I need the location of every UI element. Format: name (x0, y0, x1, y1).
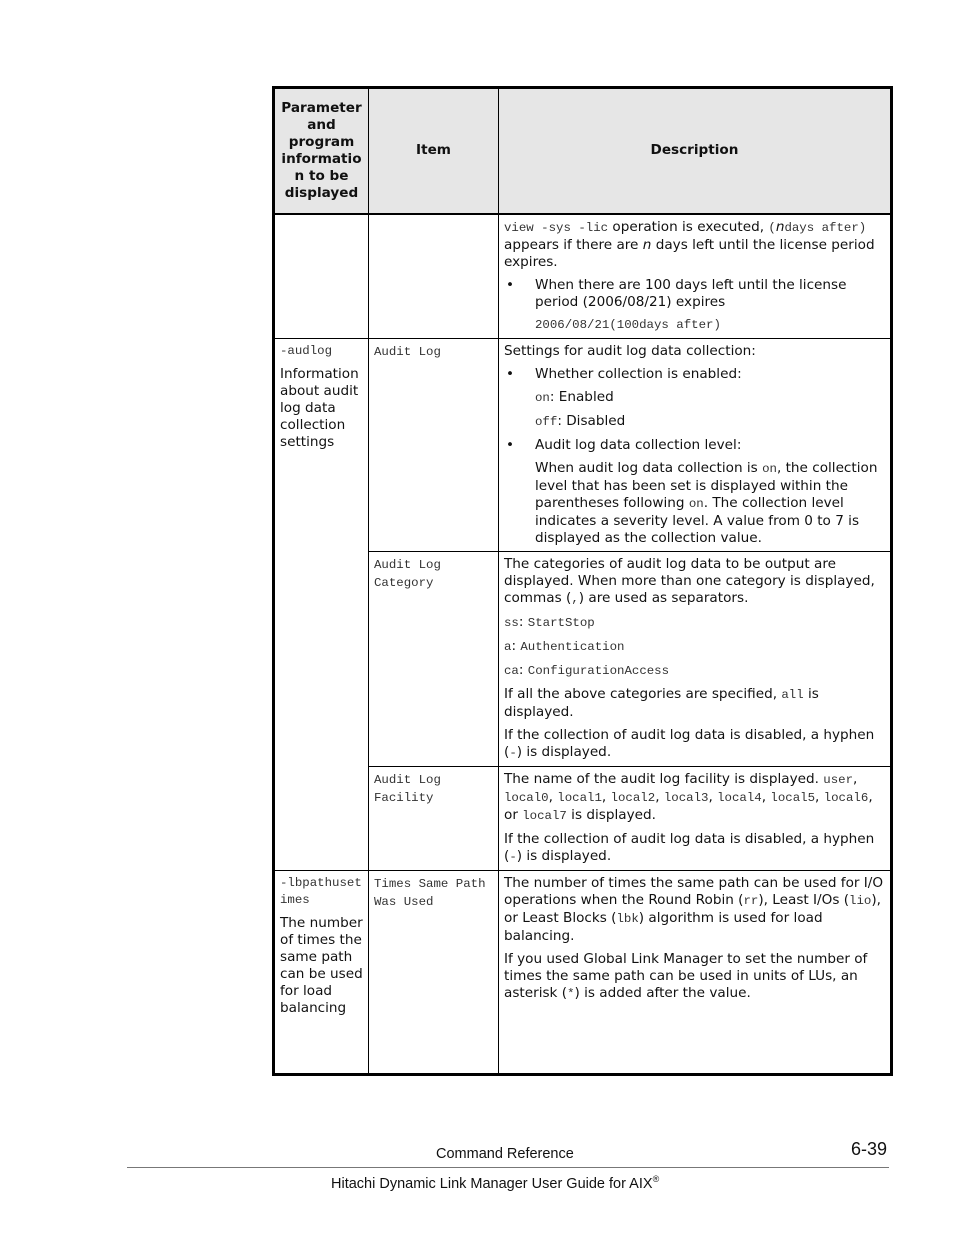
table-header-row (274, 88, 892, 214)
code-text: view -sys -lic (504, 220, 609, 235)
footer-divider (127, 1167, 889, 1168)
table-row (274, 338, 892, 551)
header-description: Description (499, 88, 892, 214)
item-label: Times Same Path Was Used (374, 876, 486, 909)
parameter-table (272, 86, 893, 1076)
description-cell: The categories of audit log data to be output are displayed. When more than one category is displayed, commas (,) are used as separators. ss: StartStop a: Authentication ca: ConfigurationAccess If all the above categories are specified, all is displayed. If the collection of audit log data is disabled, a hyphen (-) is displayed. (499, 551, 892, 766)
footer-section-title: Command Reference (436, 1146, 574, 1162)
param-cell (274, 338, 369, 870)
item-label: Audit Log Facility (374, 772, 441, 805)
description-cell: The name of the audit log facility is displayed. user, local0, local1, local2, local3, local4, local5, local6, or local7 is displayed. If the collection of audit log data is disabled, a hyphen (-) is displayed. (499, 766, 892, 870)
description-cell: Settings for audit log data collection: • Whether collection is enabled: on: Enabled off: Disabled • Audit log data collection level: When audit log data collection is on, the collection level that has been set is displayed within the parentheses following on. The collection level indicates a severity level. A value from 0 to 7 is displayed as the collection value. (499, 338, 892, 551)
item-label: Audit Log Category (374, 557, 441, 590)
description-cell: The number of times the same path can be used for I/O operations when the Round Robin (rr), Least I/Os (lio), or Least Blocks (lbk) algorithm is used for load balancing. If you used Global Link Manager to set the number of times the same path can be used in units of LUs, an asterisk (*) is added after the value. (499, 870, 892, 1074)
table-row (274, 870, 892, 1074)
header-item: Item (369, 88, 499, 214)
description-paragraph: view -sys -lic operation is executed, (ndays after) appears if there are n days left until the license period expires. (504, 218, 875, 270)
param-description: Information about audit log data collection settings (280, 365, 359, 450)
table-row (274, 214, 892, 339)
item-cell (369, 338, 499, 551)
item-label: Audit Log (374, 344, 441, 359)
param-code: -audlog (280, 343, 333, 358)
param-code: -lbpathusetimes (280, 875, 362, 907)
description-cell (499, 214, 892, 339)
param-cell (274, 214, 369, 339)
item-cell (369, 870, 499, 1074)
example-output: 2006/08/21(100days after) (535, 317, 721, 332)
bullet-item: • Audit log data collection level: (504, 437, 885, 454)
item-cell (369, 766, 499, 870)
bullet-item: • When there are 100 days left until the license period (2006/08/21) expires (504, 277, 885, 311)
item-cell (369, 551, 499, 766)
footer-document-title: Hitachi Dynamic Link Manager User Guide for AIX® (331, 1174, 660, 1192)
param-description: The number of times the same path can be used for load balancing (280, 914, 363, 1016)
header-param: Parameter and program informatio n to be displayed (274, 88, 369, 214)
page-number: 6-39 (851, 1139, 888, 1159)
bullet-item: • Whether collection is enabled: (504, 366, 885, 383)
item-cell (369, 214, 499, 339)
param-cell (274, 870, 369, 1074)
